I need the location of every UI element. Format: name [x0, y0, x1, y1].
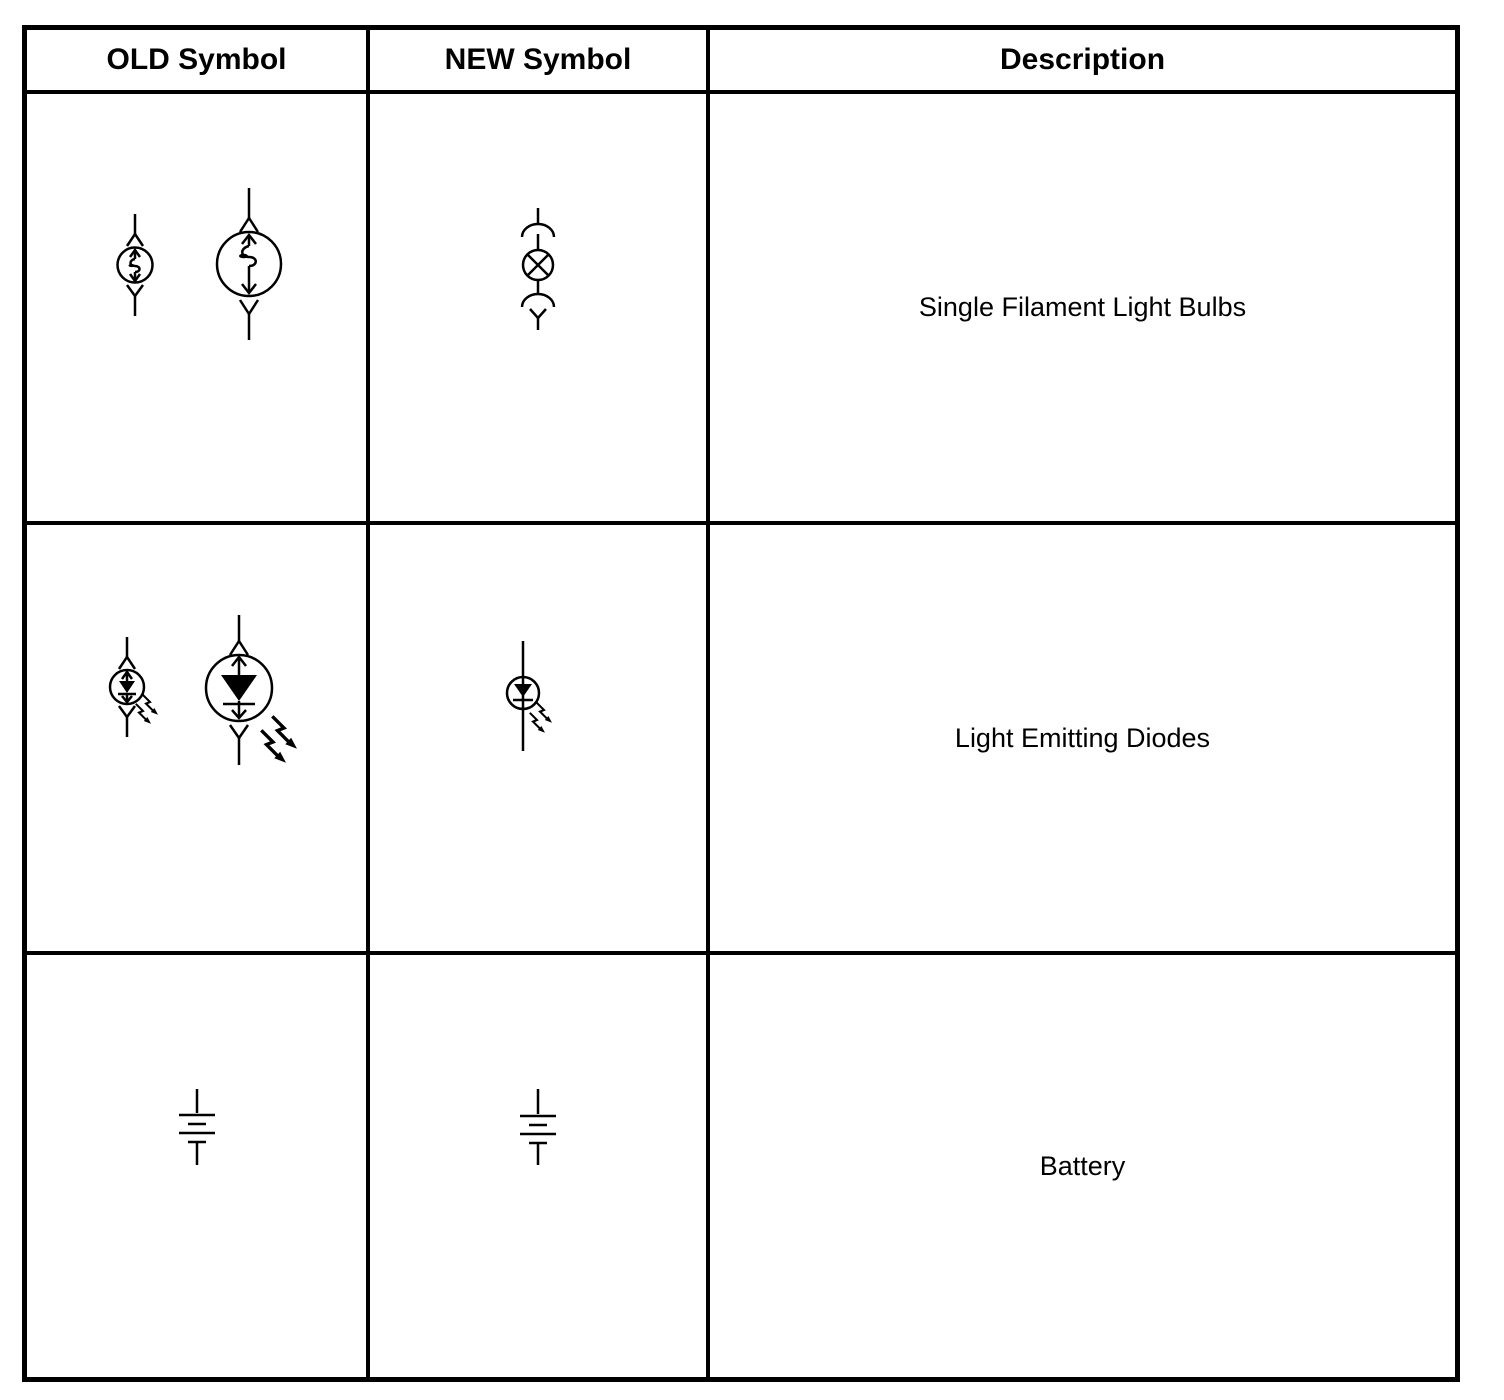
description-cell-bulbs: [710, 94, 1455, 525]
symbol-comparison-table: [22, 25, 1460, 1382]
large-bulb-symbol: [217, 188, 281, 340]
header-new-symbol: [370, 30, 710, 94]
description-leds: Light Emitting Diodes: [954, 722, 1211, 753]
header-description: [710, 30, 1455, 94]
description-cell-leds: [710, 525, 1455, 955]
new-led-icon: [493, 639, 583, 759]
light-emission-arrow-icon: [272, 716, 297, 749]
small-bulb-symbol: [117, 214, 152, 316]
description-cell-battery: [710, 955, 1455, 1377]
old-single-filament-bulb-icons: [77, 176, 317, 361]
header-description-label: Description: [999, 43, 1166, 76]
header-old-symbol: [27, 30, 370, 94]
old-led-icons: [67, 607, 327, 792]
old-battery-icon: [152, 1087, 242, 1167]
header-old-symbol-label: OLD Symbol: [106, 43, 287, 76]
large-led-symbol: [206, 615, 297, 765]
light-emission-arrow-icon: [530, 713, 545, 733]
header-new-symbol-label: NEW Symbol: [444, 43, 632, 76]
new-single-filament-bulb-icon: [498, 206, 578, 331]
old-battery-symbol-cell: [27, 955, 370, 1377]
light-emission-arrow-icon: [142, 694, 157, 714]
new-bulb-symbol-cell: [370, 94, 710, 525]
old-bulb-symbols-cell: [27, 94, 370, 525]
new-led-symbol-cell: [370, 525, 710, 955]
small-led-symbol: [110, 637, 158, 737]
description-battery: Battery: [1039, 1150, 1126, 1181]
new-battery-symbol-cell: [370, 955, 710, 1377]
old-led-symbols-cell: [27, 525, 370, 955]
description-bulbs: Single Filament Light Bulbs: [918, 292, 1247, 322]
light-emission-arrow-icon: [537, 703, 552, 723]
new-battery-icon: [493, 1087, 583, 1167]
